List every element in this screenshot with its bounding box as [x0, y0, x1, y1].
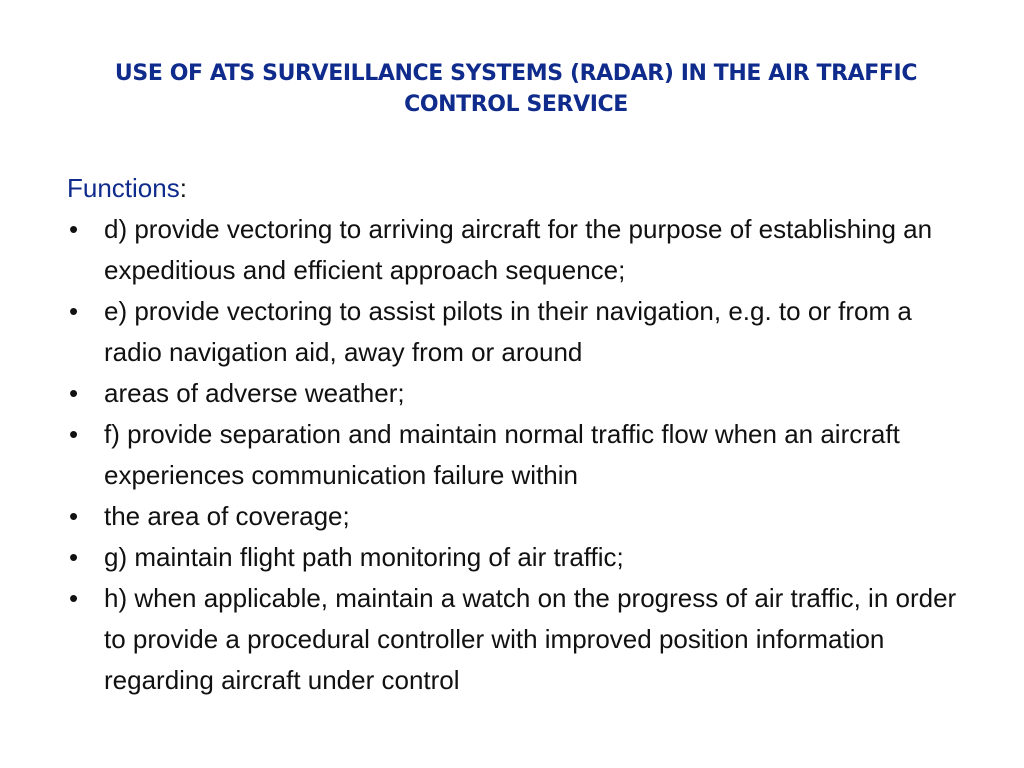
list-item-text: e) provide vectoring to assist pilots in their navigation, e.g. to or from a radio navigation aid, away from or around — [104, 296, 912, 367]
slide-title: USE OF ATS SURVEILLANCE SYSTEMS (RADAR) IN THE AIR TRAFFIC CONTROL SERVICE — [114, 61, 918, 117]
slide-content — [67, 168, 967, 701]
list-item — [67, 578, 967, 701]
bullet-icon: • — [69, 583, 79, 613]
list-item — [67, 373, 967, 414]
bullet-icon: • — [69, 214, 79, 244]
functions-list — [67, 209, 967, 701]
bullet-icon: • — [69, 501, 79, 531]
bullet-icon: • — [69, 419, 79, 449]
functions-heading-word: Functions — [67, 173, 180, 203]
list-item-text: the area of coverage; — [104, 501, 350, 531]
list-item — [67, 414, 967, 496]
list-item-text: f) provide separation and maintain normal traffic flow when an aircraft experiences communication failure within — [104, 419, 900, 490]
list-item-text: areas of adverse weather; — [104, 378, 405, 408]
list-item-text: d) provide vectoring to arriving aircraft for the purpose of establishing an expeditious and efficient approach sequence; — [104, 214, 933, 285]
bullet-icon: • — [69, 542, 79, 572]
list-item — [67, 537, 967, 578]
bullet-icon: • — [69, 296, 79, 326]
list-item — [67, 209, 967, 291]
bullet-icon: • — [69, 378, 79, 408]
list-item-text: h) when applicable, maintain a watch on the progress of air traffic, in order to provide a procedural controller with improved position information regarding aircraft under control — [104, 583, 957, 695]
list-item — [67, 291, 967, 373]
list-item-text: g) maintain flight path monitoring of air traffic; — [104, 542, 624, 572]
list-item — [67, 496, 967, 537]
functions-heading-colon: : — [179, 173, 187, 203]
functions-heading — [67, 168, 967, 209]
